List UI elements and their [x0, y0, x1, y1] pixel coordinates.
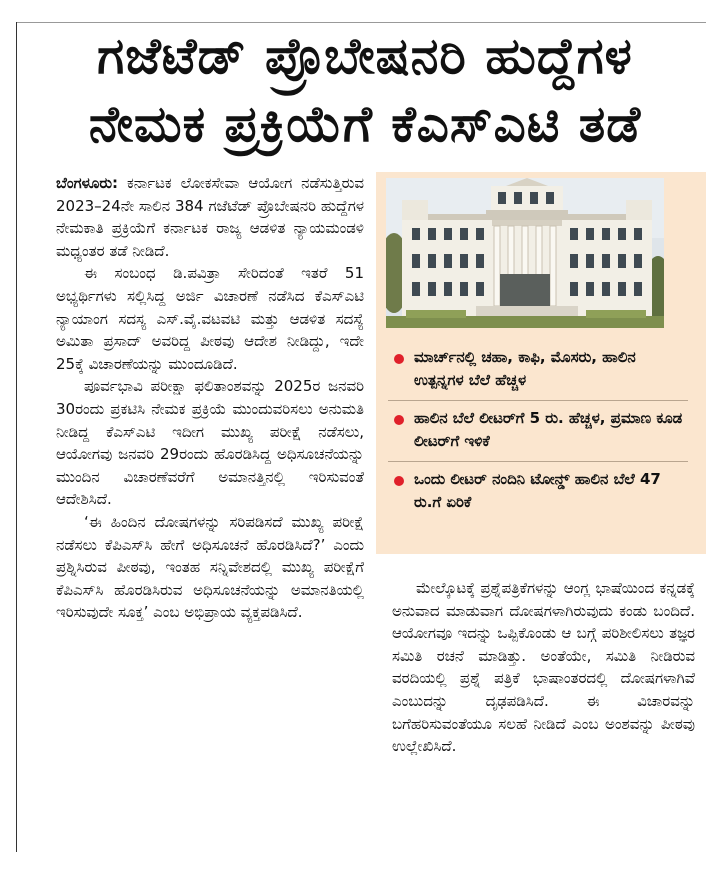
article-paragraph-2: ಈ ಸಂಬಂಧ ಡಿ.ಪವಿತ್ರಾ ಸೇರಿದಂತೆ ಇತರೆ 51 ಅಭ್ಯರ್ಥಿಗಳು ಸಲ್ಲಿಸಿದ್ದ ಅರ್ಜಿ ವಿಚಾರಣೆ ನಡೆಸಿದ ಕೆಎಸ್ಎಟಿ ನ್ಯಾಯಾಂಗ ಸದಸ್ಯ ಎಸ್.ವೈ.ವಟವಟಿ ಮತ್ತು ಆಡಳಿತ ಸದಸ್ಯೆ ಅಮಿತಾ ಪ್ರಸಾದ್ ಅವರಿದ್ದ ಪೀಠವು ಆದೇಶ ನೀಡಿದ್ದು, ಇದೇ 25ಕ್ಕೆ ವಿಚಾರಣೆಯನ್ನು ಮುಂದೂಡಿದೆ.	[56, 264, 364, 373]
headline	[30, 22, 700, 158]
bullet-text: ಒಂದು ಲೀಟರ್ ನಂದಿನಿ ಟೋನ್ಡ್ ಹಾಲಿನ ಬೆಲೆ 47 ರು.ಗೆ ಏರಿಕೆ	[414, 470, 661, 511]
red-dot-icon	[394, 354, 404, 364]
article-right-paragraph: ಮೇಲ್ಕೊಟಕ್ಕೆ ಪ್ರಶ್ನೆಪತ್ರಿಕೆಗಳನ್ನು ಆಂಗ್ಲ ಭಾಷೆಯಿಂದ ಕನ್ನಡಕ್ಕೆ ಅನುವಾದ ಮಾಡುವಾಗ ದೋಷಗಳಾಗಿರುವುದು ಕಂಡು ಬಂದಿದೆ. ಆಯೋಗವೂ ಇದನ್ನು ಒಪ್ಪಿಕೊಂಡು ಆ ಬಗ್ಗೆ ಪರಿಶೀಲಿಸಲು ತಜ್ಞರ ಸಮಿತಿ ರಚನೆ ಮಾಡಿತ್ತು. ಅಂತೆಯೇ, ಸಮಿತಿ ನೀಡಿರುವ ವರದಿಯಲ್ಲಿ ಪ್ರಶ್ನೆ ಪತ್ರಿಕೆ ಭಾಷಾಂತರದಲ್ಲಿ ದೋಷಗಳಾಗಿವೆ ಎಂಬುದನ್ನು ದೃಢಪಡಿಸಿದೆ. ಈ ವಿಚಾರವನ್ನು ಬಗೆಹರಿಸುವಂತೆಯೂ ಸಲಹೆ ನೀಡಿದೆ ಎಂಬ ಅಂಶವನ್ನು ಪೀಠವು ಉಲ್ಲೇಖಿಸಿದೆ.	[392, 579, 695, 756]
article-left-column	[56, 172, 364, 624]
dateline: ಬೆಂಗಳೂರು:	[56, 174, 119, 192]
bullet-text: ಹಾಲಿನ ಬೆಲೆ ಲೀಟರ್‌ಗೆ 5 ರು. ಹೆಚ್ಚಳ, ಪ್ರಮಾಣ ಕೂಡ ಲೀಟರ್‌ಗೆ ಇಳಿಕೆ	[414, 409, 683, 450]
red-dot-icon	[394, 476, 404, 486]
sidebar-box	[376, 172, 706, 554]
bullet-list	[388, 340, 688, 522]
bullet-item	[388, 401, 688, 462]
article-paragraph-3: ಪೂರ್ವಭಾವಿ ಪರೀಕ್ಷಾ ಫಲಿತಾಂಶವನ್ನು 2025ರ ಜನವರಿ 30ರಂದು ಪ್ರಕಟಿಸಿ ನೇಮಕ ಪ್ರಕ್ರಿಯೆ ಮುಂದುವರಿಸಲು ಅನುಮತಿ ನೀಡಿದ್ದ ಕೆಎಸ್ಎಟಿ ಇದೀಗ ಮುಖ್ಯ ಪರೀಕ್ಷೆ ನಡೆಸಲು, ಆಯೋಗವು ಜನವರಿ 29ರಂದು ಹೊರಡಿಸಿದ್ದ ಅಧಿಸೂಚನೆಯನ್ನು ಮುಂದಿನ ವಿಚಾರಣೆವರೆಗೆ ಅಮಾನತ್ತಿನಲ್ಲಿ ಇರಿಸುವಂತೆ ಆದೇಶಿಸಿದೆ.	[56, 377, 364, 509]
article-right-column	[392, 577, 695, 758]
article-paragraph-4: ‘ಈ ಹಿಂದಿನ ದೋಷಗಳನ್ನು ಸರಿಪಡಿಸದೆ ಮುಖ್ಯ ಪರೀಕ್ಷೆ ನಡೆಸಲು ಕೆಪಿಎಸ್‌ಸಿ ಹೇಗೆ ಅಧಿಸೂಚನೆ ಹೊರಡಿಸಿದೆ?’ ಎಂದು ಪ್ರಶ್ನಿಸಿರುವ ಪೀಠವು, ಇಂತಹ ಸನ್ನಿವೇಶದಲ್ಲಿ ಮುಖ್ಯ ಪರೀಕ್ಷೆಗೆ ಕೆಪಿಎಸ್‌ಸಿ ಹೊರಡಿಸಿರುವ ಅಧಿಸೂಚನೆಯನ್ನು ಅಮಾನತಿಯಲ್ಲಿ ಇರಿಸುವುದೇ ಸೂಕ್ತ’ ಎಂಬ ಅಭಿಪ್ರಾಯ ವ್ಯಕ್ತಪಡಿಸಿದೆ.	[56, 512, 364, 622]
red-dot-icon	[394, 415, 404, 425]
headline-line-1: ಗಜೆಟೆಡ್ ಪ್ರೊಬೇಷನರಿ ಹುದ್ದೆಗಳ	[97, 27, 633, 85]
bullet-item	[388, 340, 688, 401]
left-rule	[16, 22, 17, 852]
building-photo	[386, 178, 664, 328]
bullet-text: ಮಾರ್ಚ್‌ನಲ್ಲಿ ಚಹಾ, ಕಾಫಿ, ಮೊಸರು, ಹಾಲಿನ ಉತ್ಪನ್ನಗಳ ಬೆಲೆ ಹೆಚ್ಚಳ	[414, 348, 636, 389]
article-paragraph-1	[56, 172, 364, 262]
building-photo-icon	[386, 178, 664, 328]
bullet-item	[388, 462, 688, 522]
paragraph-1-text: ಕರ್ನಾಟಕ ಲೋಕಸೇವಾ ಆಯೋಗ ನಡೆಸುತ್ತಿರುವ 2023–24ನೇ ಸಾಲಿನ 384 ಗಜೆಟೆಡ್ ಪ್ರೊಬೇಷನರಿ ಹುದ್ದೆಗಳ ನೇಮಕಾತಿ ಪ್ರಕ್ರಿಯೆಗೆ ಕರ್ನಾಟಕ ರಾಜ್ಯ ಆಡಳಿತ ನ್ಯಾಯಮಂಡಳಿ ಮಧ್ಯಂತರ ತಡೆ ನೀಡಿದೆ.	[56, 174, 364, 260]
headline-line-2: ನೇಮಕ ಪ್ರಕ್ರಿಯೆಗೆ ಕೆಎಸ್ಎಟಿ ತಡೆ	[88, 95, 642, 153]
